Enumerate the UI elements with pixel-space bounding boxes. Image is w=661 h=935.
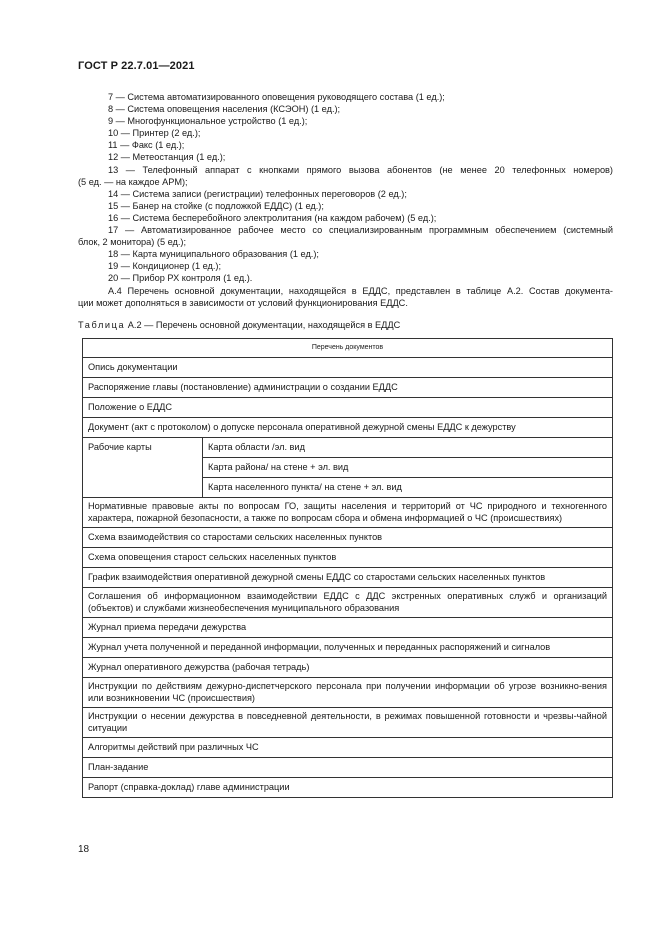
table-cell: Журнал оперативного дежурства (рабочая тетрадь) — [83, 658, 613, 678]
table-cell: Журнал приема передачи дежурства — [83, 618, 613, 638]
table-row — [83, 588, 613, 618]
table-row — [83, 498, 613, 528]
list-item-continuation: блок, 2 монитора) (5 ед.); — [78, 237, 187, 248]
page-number: 18 — [78, 844, 90, 855]
table-row — [83, 618, 613, 638]
list-item: 9 — Многофункциональное устройство (1 ед.); — [108, 116, 308, 127]
work-cards-label-cell: Рабочие карты — [83, 438, 203, 498]
list-item: 12 — Метеостанция (1 ед.); — [108, 152, 226, 163]
table-cell: Схема взаимодействия со старостами сельских населенных пунктов — [83, 528, 613, 548]
table-row — [83, 548, 613, 568]
table-cell — [83, 498, 613, 528]
table-caption-text: А.2 — Перечень основной документации, находящейся в ЕДДС — [125, 320, 401, 330]
table-row — [83, 658, 613, 678]
table-row — [83, 708, 613, 738]
paragraph-a4: А.4 Перечень основной документации, находящейся в ЕДДС, представлен в таблице А.2. Состав документа- — [108, 285, 613, 296]
table-cell: Карта района/ на стене + эл. вид — [203, 458, 613, 478]
table-row — [83, 358, 613, 378]
table-row — [83, 758, 613, 778]
table-cell: Карта области /эл. вид — [203, 438, 613, 458]
list-item: 13 — Телефонный аппарат с кнопками прямого вызова абонентов (не менее 20 телефонных номеров) — [108, 164, 613, 175]
table-row — [83, 418, 613, 438]
table-cell: Алгоритмы действий при различных ЧС — [83, 738, 613, 758]
table-row — [83, 378, 613, 398]
table-cell — [83, 708, 613, 738]
table-row — [83, 438, 613, 458]
table-cell-text: Нормативные правовые акты по вопросам ГО, защиты населения и территорий от ЧС природного и техногенного характера, пожарной безопасности, а также по вопросам сбора и обмена информацией о ЧС (происшествиях) — [88, 501, 607, 523]
table-cell-text: Соглашения об информационном взаимодействии ЕДДС с ДДС экстренных оперативных служб и организаций (объектов) и службами жизнеобеспечения муниципального образования — [88, 591, 607, 613]
table-cell: Документ (акт с протоколом) о допуске персонала оперативной дежурной смены ЕДДС к дежурству — [83, 418, 613, 438]
table-caption-label: Таблица — [78, 320, 126, 330]
table-row — [83, 738, 613, 758]
table-cell: Опись документации — [83, 358, 613, 378]
document-header: ГОСТ Р 22.7.01—2021 — [78, 60, 195, 72]
table-cell: Журнал учета полученной и переданной информации, полученных и переданных распоряжений и сигналов — [83, 638, 613, 658]
list-item: 11 — Факс (1 ед.); — [108, 140, 185, 151]
table-cell: Распоряжение главы (постановление) администрации о создании ЕДДС — [83, 378, 613, 398]
list-item: 7 — Система автоматизированного оповещения руководящего состава (1 ед.); — [108, 92, 445, 102]
documents-table — [82, 338, 613, 798]
table-cell: План-задание — [83, 758, 613, 778]
list-item: 17 — Автоматизированное рабочее место со специализированным программным обеспечением (системный — [108, 225, 613, 236]
table-cell — [83, 678, 613, 708]
list-item-continuation: (5 ед. — на каждое АРМ); — [78, 176, 188, 187]
table-cell: Карта населенного пункта/ на стене + эл. вид — [203, 478, 613, 498]
table-header-row — [83, 339, 613, 358]
list-item: 15 — Банер на стойке (с подложкой ЕДДС) (1 ед.); — [108, 200, 324, 211]
table-header-cell: Перечень документов — [83, 339, 613, 358]
list-item: 18 — Карта муниципального образования (1 ед.); — [108, 249, 319, 260]
table-row — [83, 398, 613, 418]
list-item: 20 — Прибор РХ контроля (1 ед.). — [108, 273, 253, 284]
table-cell-text: Инструкции о несении дежурства в повседневной деятельности, в режимах повышенной готовности и чрезвы-чайной ситуации — [88, 711, 607, 733]
table-cell: Положение о ЕДДС — [83, 398, 613, 418]
list-item: 19 — Кондиционер (1 ед.); — [108, 261, 222, 272]
list-item: 10 — Принтер (2 ед.); — [108, 128, 201, 139]
table-row — [83, 678, 613, 708]
list-item: 14 — Система записи (регистрации) телефонных переговоров (2 ед.); — [108, 188, 407, 199]
table-cell: Схема оповещения старост сельских населенных пунктов — [83, 548, 613, 568]
table-cell: График взаимодействия оперативной дежурной смены ЕДДС со старостами сельских населенных пунктов — [83, 568, 613, 588]
list-item: 16 — Система бесперебойного электролитания (на каждом рабочем) (5 ед.); — [108, 212, 437, 223]
table-row — [83, 568, 613, 588]
list-item: 8 — Система оповещения населения (КСЭОН) (1 ед.); — [108, 104, 341, 115]
table-row — [83, 638, 613, 658]
table-cell-text: Инструкции по действиям дежурно-диспетчерского персонала при получении информации об угрозе возникно-вения или возникновении ЧС (происшествия) — [88, 681, 607, 703]
table-caption — [78, 320, 613, 330]
table-cell — [83, 588, 613, 618]
table-cell: Рапорт (справка-доклад) главе администрации — [83, 778, 613, 798]
table-row — [83, 778, 613, 798]
paragraph-a4-continuation: ции может дополняться в зависимости от условий функционирования ЕДДС. — [78, 297, 408, 308]
table-row — [83, 528, 613, 548]
equipment-list — [78, 91, 613, 309]
